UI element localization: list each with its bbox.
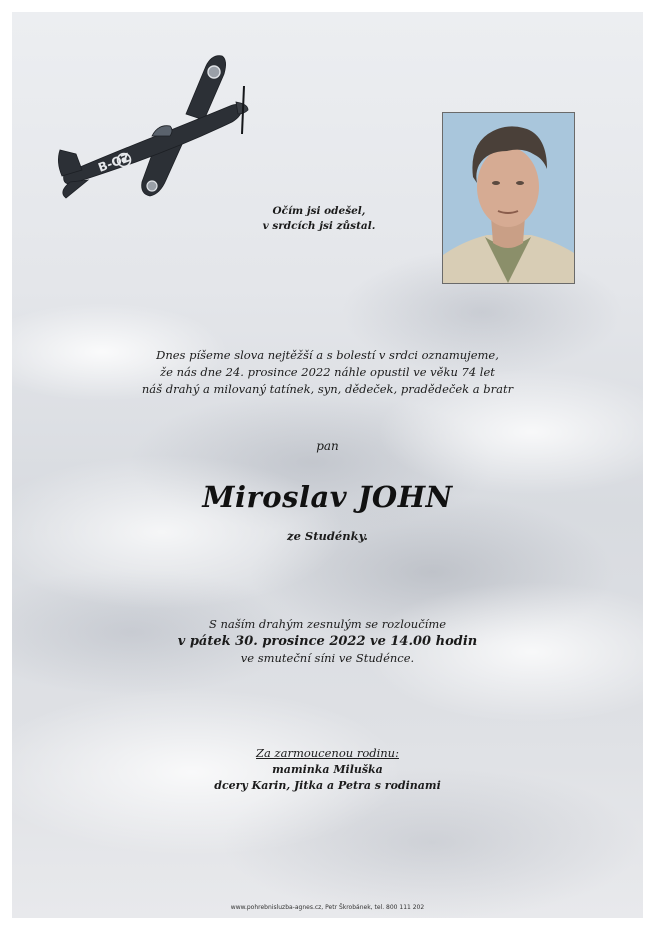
plane-marking-left: B-OZ [96,150,133,175]
farewell-place: ve smuteční síni ve Studénce. [240,651,415,665]
family-heading: Za zarmoucenou rodinu: [256,746,399,760]
announcement-line: že nás dne 24. prosince 2022 náhle opustil ve věku 74 let [160,365,495,379]
deceased-name: Miroslav JOHN [202,480,453,514]
deceased-origin: ze Studénky. [287,529,368,543]
spitfire-plane-image [36,42,252,202]
farewell-details [12,616,643,667]
obituary-sheet [12,12,643,918]
family-signature [12,745,643,795]
farewell-date: v pátek 30. prosince 2022 ve 14.00 hodin [177,634,478,649]
quote [244,204,394,234]
funeral-service-footer: www.pohrebnisluzba-agnes.cz, Petr Škrobánek, tel. 800 111 202 [230,904,425,911]
announcement-text [12,347,643,398]
farewell-line: S naším drahým zesnulým se rozloučíme [208,617,447,631]
announcement-line: náš drahý a milovaný tatínek, syn, dědeček, pradědeček a bratr [141,382,514,396]
announcement-line: Dnes píšeme slova nejtěžší a s bolestí v srdci oznamujeme, [156,348,499,362]
quote-line: Očím jsi odešel, [272,205,366,217]
honorific: pan [316,439,339,453]
family-member: maminka Miluška [272,762,383,776]
family-member: dcery Karin, Jitka a Petra s rodinami [214,779,441,792]
quote-line: v srdcích jsi zůstal. [262,220,376,232]
portrait-photo [442,112,575,284]
